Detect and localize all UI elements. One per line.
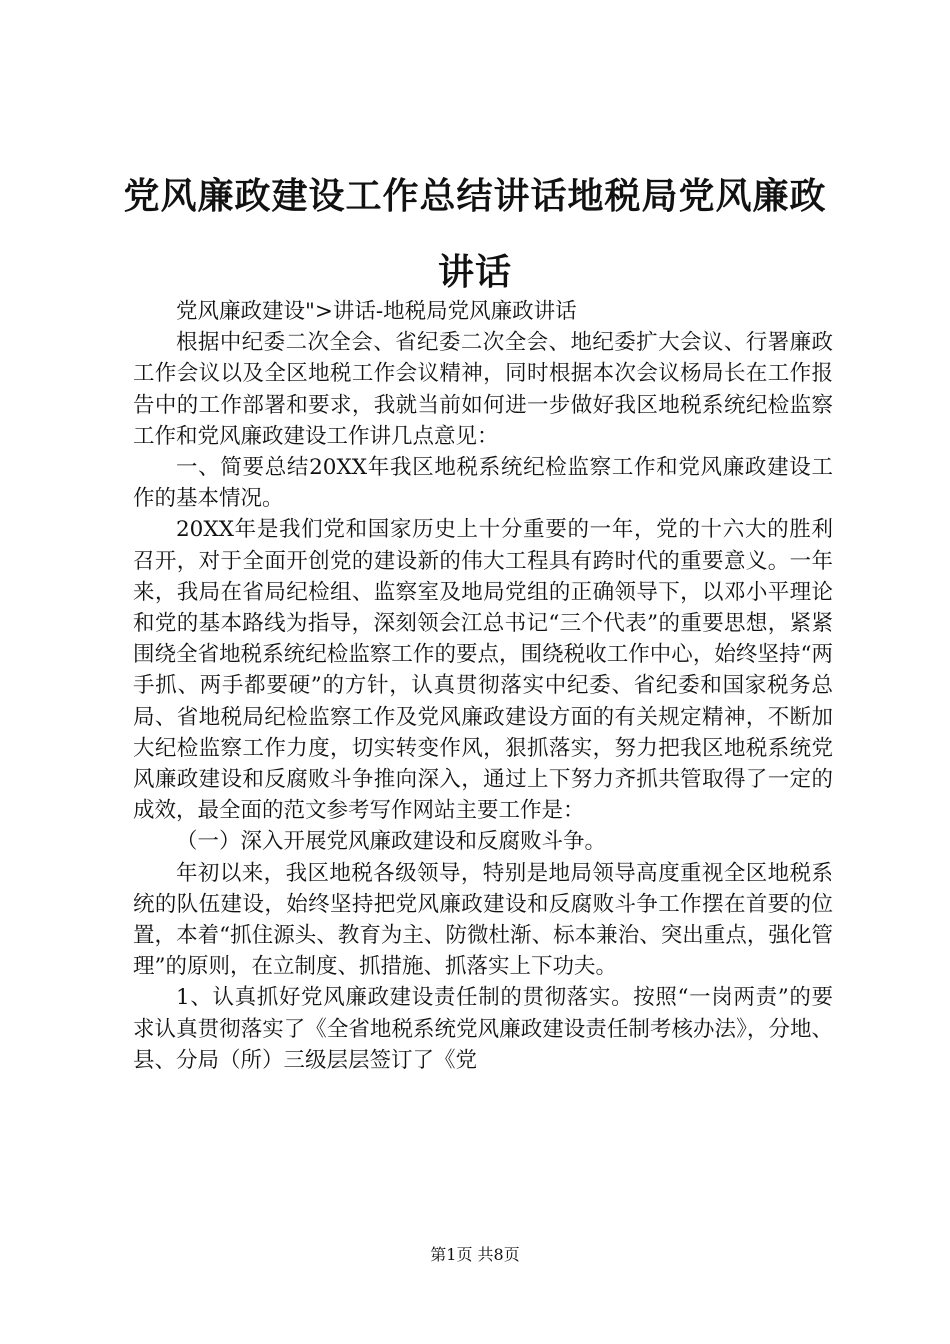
paragraph-5: （一）深入开展党风廉政建设和反腐败斗争。 xyxy=(176,829,607,855)
paragraph-7: 1、认真抓好党风廉政建设责任制的贯彻落实。按照“一岗两责”的要求认真贯彻落实了《全省地税系统党风廉政建设责任制考核办法》，分地、县、分局（所）三级层层签订了《党 xyxy=(133,985,833,1073)
document-body xyxy=(133,296,833,1076)
document-title: 党风廉政建设工作总结讲话地税局党风廉政讲话 xyxy=(123,175,827,293)
page-footer: 第1页 共8页 xyxy=(430,1245,520,1264)
paragraph-1: 党风廉政建设">讲话-地税局党风廉政讲话 xyxy=(176,299,577,324)
paragraph-2: 根据中纪委二次全会、省纪委二次全会、地纪委扩大会议、行署廉政工作会议以及全区地税工作会议精神，同时根据本次会议杨局长在工作报告中的工作部署和要求，我就当前如何进一步做好我区地税系统纪检监察工作和党风廉政建设工作讲几点意见： xyxy=(133,330,833,449)
paragraph-4: 20XX年是我们党和国家历史上十分重要的一年，党的十六大的胜利召开，对于全面开创党的建设新的伟大工程具有跨时代的重要意义。一年来，我局在省局纪检组、监察室及地局党组的正确领导下，以邓小平理论和党的基本路线为指导，深刻领会江总书记“三个代表”的重要思想，紧紧围绕全省地税系统纪检监察工作的要点，围绕税收工作中心，始终坚持“两手抓、两手都要硬”的方针，认真贯彻落实中纪委、省纪委和国家税务总局、省地税局纪检监察工作及党风廉政建设方面的有关规定精神，不断加大纪检监察工作力度，切实转变作风，狠抓落实，努力把我区地税系统党风廉政建设和反腐败斗争推向深入，通过上下努力齐抓共管取得了一定的成效，最全面的范文参考写作网站主要工作是： xyxy=(133,517,833,824)
paragraph-6: 年初以来，我区地税各级领导，特别是地局领导高度重视全区地税系统的队伍建设，始终坚持把党风廉政建设和反腐败斗争工作摆在首要的位置，本着“抓住源头、教育为主、防微杜渐、标本兼治、突出重点，强化管理”的原则，在立制度、抓措施、抓落实上下功夫。 xyxy=(133,860,833,980)
paragraph-3: 一、简要总结20XX年我区地税系统纪检监察工作和党风廉政建设工作的基本情况。 xyxy=(133,455,833,512)
